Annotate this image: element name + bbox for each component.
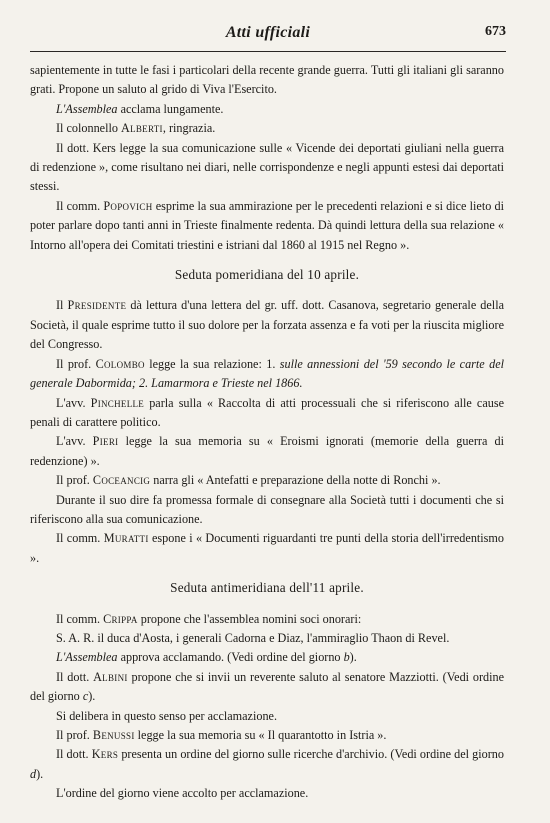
text-run: L'avv. xyxy=(56,434,93,449)
paragraph xyxy=(30,394,504,433)
text-run: S. A. R. il duca d'Aosta, i generali Cadorna e Diaz, l'ammiraglio Thaon di Revel. xyxy=(56,630,450,645)
text-run: sulle annessioni del '59 secondo le carte del generale Dabormida; 2. Lamarmora e Trieste nel 1866. xyxy=(30,356,504,391)
text-run: ). xyxy=(36,766,44,781)
paragraph xyxy=(30,61,504,100)
paragraph xyxy=(30,629,504,648)
text-run: Albini xyxy=(93,669,128,684)
text-run: c xyxy=(82,689,89,704)
text-run: L'ordine del giorno viene accolto per acclamazione. xyxy=(56,786,309,801)
text-run: Il dott. xyxy=(56,747,92,762)
text-run: L'avv. xyxy=(56,395,91,410)
paragraph xyxy=(30,139,504,197)
paragraph xyxy=(30,668,504,707)
text-run: propone che si invii un reverente saluto al senatore Mazziotti. (Vedi ordine del giorno xyxy=(30,669,505,704)
section-heading: Seduta pomeridiana del 10 aprile. xyxy=(174,267,360,283)
text-run: Il colonnello xyxy=(56,121,121,136)
page-header xyxy=(30,22,506,46)
text-run: Crippa xyxy=(103,611,138,626)
text-run: sapientemente in tutte le fasi i particolari della recente grande guerra. Tutti gli italiani gli saranno grati. Propone un saluto al grido di Viva l'Esercito. xyxy=(30,63,504,97)
text-run: dà lettura d'una lettera del gr. uff. dott. Casanova, segretario generale della Società, il quale esprime tutto il suo dolore per la forzata assenza e fa voti per la riuscita migliore del Congresso. xyxy=(30,298,504,352)
text-run: acclama lungamente. xyxy=(117,101,224,116)
text-run: legge la sua relazione: 1. xyxy=(144,356,280,371)
section-heading: Seduta antimeridiana dell'11 aprile. xyxy=(170,580,364,596)
paragraph xyxy=(30,726,504,745)
text-run: Si delibera in questo senso per acclamazione. xyxy=(56,708,277,723)
paragraph xyxy=(30,119,504,138)
body-text xyxy=(30,61,504,804)
text-run: Coceancig xyxy=(92,473,151,488)
text-run: Il prof. xyxy=(56,473,93,488)
paragraph-group xyxy=(30,61,504,255)
text-run: esprime la sua ammirazione per le precedenti relazioni e si dice lieto di poter parlare dopo tanti anni in Trieste finalmente redenta. Dà quindi lettura della sua relazione « Intorno all'opera dei Comitati triestini e istriani dal 1860 al 1915 nel Regno ». xyxy=(30,198,504,252)
paragraph xyxy=(30,100,504,119)
text-run: approva acclamando. (Vedi ordine del giorno xyxy=(117,650,344,665)
paragraph xyxy=(30,610,504,629)
text-run: legge la sua memoria su « Eroismi ignorati (memorie della guerra di redenzione) ». xyxy=(30,434,504,468)
text-run: Il xyxy=(56,298,68,313)
paragraph xyxy=(30,784,504,803)
text-run: Kers xyxy=(91,747,119,762)
page-number: 673 xyxy=(485,24,506,39)
running-title: Atti ufficiali xyxy=(225,24,311,41)
paragraph xyxy=(30,432,504,471)
text-run: Alberti xyxy=(120,121,163,136)
text-run: presenta un ordine del giorno sulle ricerche d'archivio. (Vedi ordine del giorno xyxy=(118,747,504,762)
text-run: espone i « Documenti riguardanti tre punti della storia dell'irredentismo ». xyxy=(30,531,504,565)
paragraph xyxy=(30,355,504,394)
text-run: legge la sua memoria su « Il quarantotto in Istria ». xyxy=(134,728,387,742)
text-run: b xyxy=(343,650,350,665)
text-run: Il comm. xyxy=(56,531,104,546)
text-run: ). xyxy=(349,650,357,665)
text-run: parla sulla « Raccolta di atti processuali che si riferiscono alle cause penali di carattere politico. xyxy=(30,395,504,429)
paragraph xyxy=(30,648,504,667)
text-run: Benussi xyxy=(92,728,135,742)
text-run: Presidente xyxy=(67,298,127,313)
text-run: ). xyxy=(88,689,96,704)
paragraph xyxy=(30,197,504,255)
text-run: Il dott. xyxy=(56,669,94,684)
text-run: Muratti xyxy=(103,531,149,546)
text-run: d xyxy=(30,766,37,781)
text-run: Pieri xyxy=(92,434,119,449)
paragraph-group xyxy=(30,610,504,804)
text-run: Durante il suo dire fa promessa formale di consegnare alla Società tutti i documenti che si riferiscono alla sua comunicazione. xyxy=(30,492,504,526)
text-run: , ringrazia. xyxy=(162,121,216,136)
text-run: Il comm. xyxy=(56,611,104,626)
paragraph xyxy=(30,471,504,490)
paragraph xyxy=(30,491,504,530)
paragraph xyxy=(30,296,504,354)
text-run: propone che l'assemblea nomini soci onorari: xyxy=(137,611,362,626)
text-run: narra gli « Antefatti e preparazione della notte di Ronchi ». xyxy=(150,473,441,488)
text-run: Colombo xyxy=(95,356,145,371)
paragraph xyxy=(30,745,504,784)
paragraph xyxy=(30,529,504,568)
text-run: L' xyxy=(56,650,66,665)
paragraph xyxy=(30,707,504,726)
paragraph-group xyxy=(30,296,504,568)
text-run: Pinchelle xyxy=(90,395,145,410)
text-run: Il prof. xyxy=(56,356,96,371)
text-run: L' xyxy=(56,101,66,116)
text-run: Il comm. xyxy=(56,198,104,213)
text-run: Il prof. xyxy=(56,728,93,742)
text-run: Popovich xyxy=(103,198,153,213)
header-rule xyxy=(30,51,506,52)
text-run: Assemblea xyxy=(65,101,118,116)
text-run: Il dott. Kers legge la sua comunicazione sulle « Vicende dei deportati giuliani nella guerra di redenzione », come risultano nei diari, nelle corrispondenze e negli appunti estesi dai deportati stessi. xyxy=(30,140,504,194)
text-run: Assemblea xyxy=(65,650,118,665)
